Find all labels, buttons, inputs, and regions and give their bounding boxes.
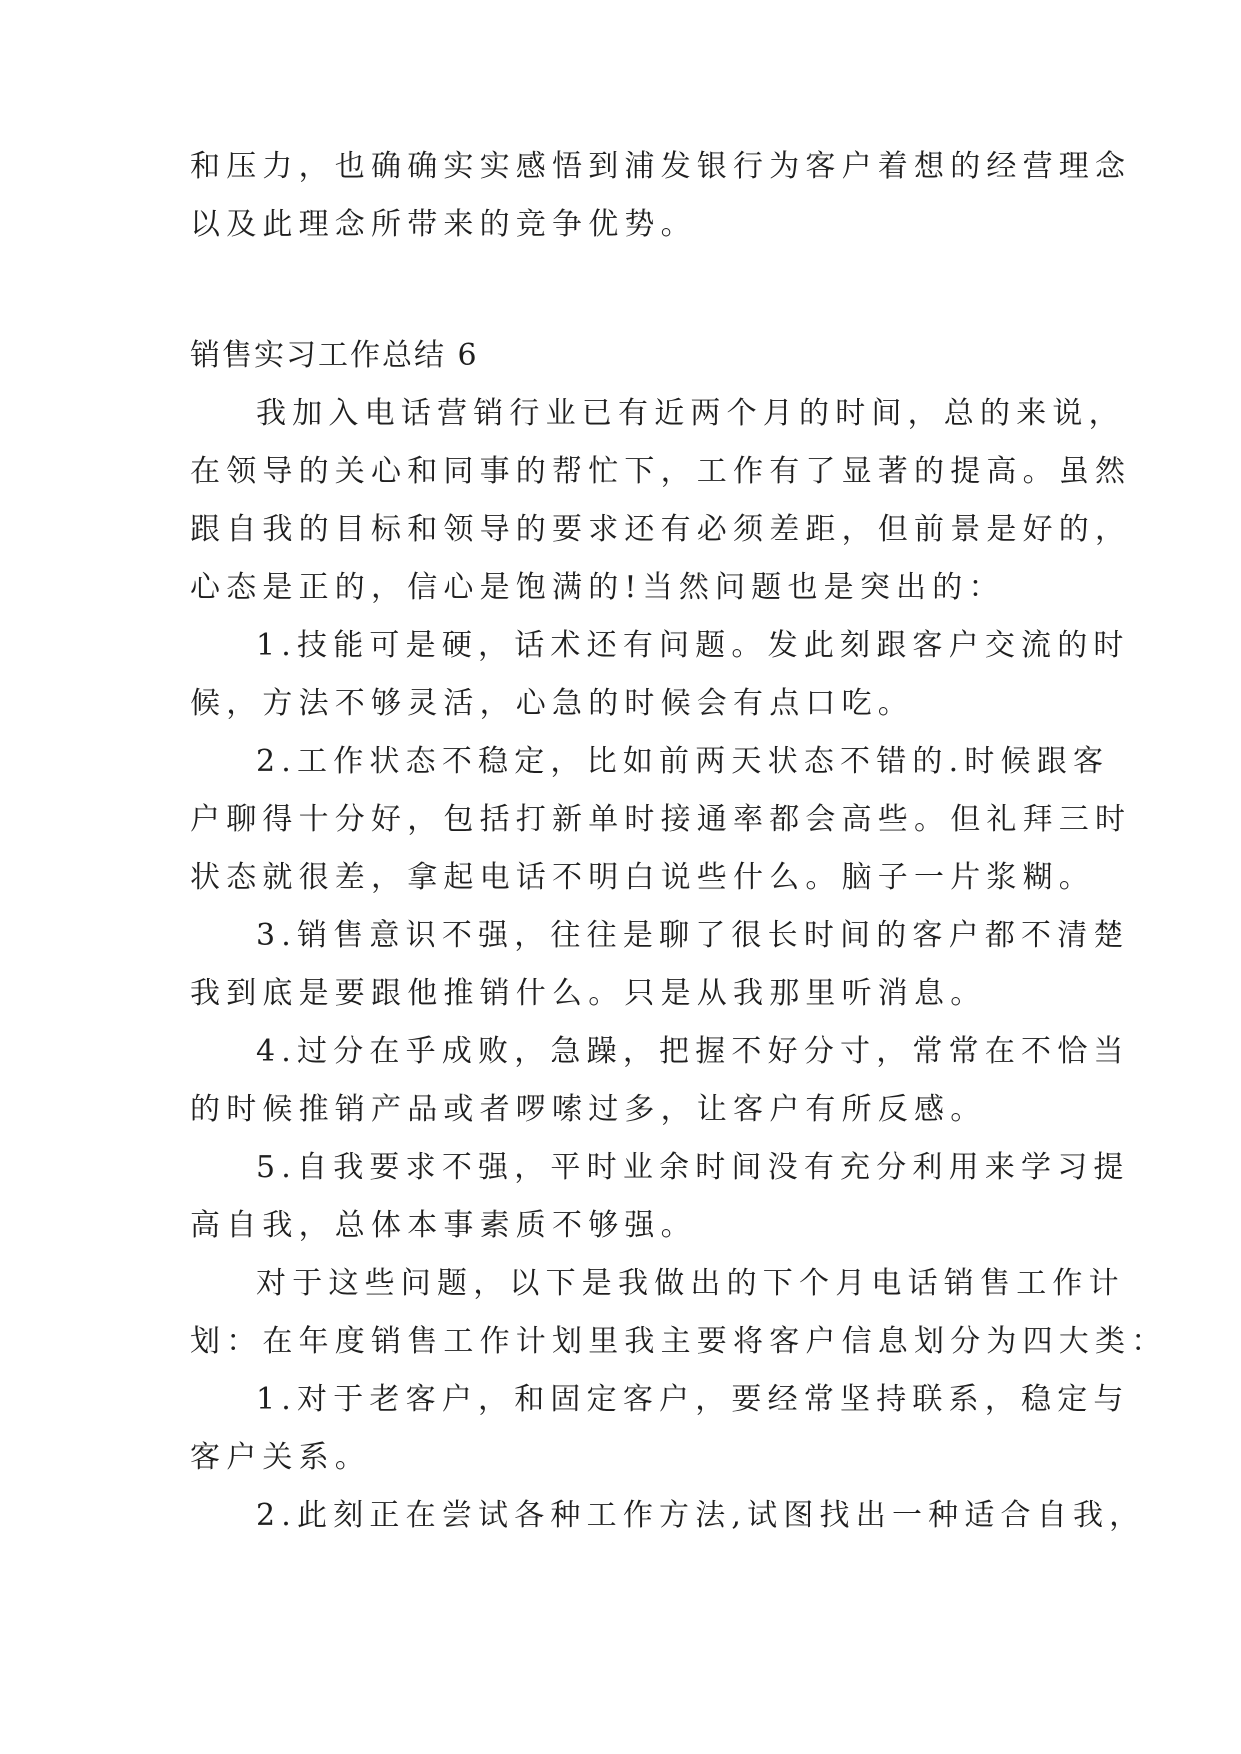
list-item-line: 候，方法不够灵活，心急的时候会有点口吃。 [190, 686, 914, 721]
text-line-2: 以及此理念所带来的竞争优势。 [190, 207, 697, 242]
list-item-line: 的时候推销产品或者啰嗦过多，让客户有所反感。 [190, 1092, 987, 1127]
list-item-line: 1.技能可是硬，话术还有问题。发此刻跟客户交流的时 [256, 628, 1130, 663]
paragraph-line: 在领导的关心和同事的帮忙下，工作有了显著的提高。虽然 [190, 454, 1132, 489]
list-item-line: 高自我，总体本事素质不够强。 [190, 1208, 697, 1243]
paragraph-line: 心态是正的，信心是饱满的!当然问题也是突出的： [190, 570, 1005, 605]
list-item-line: 客户关系。 [190, 1440, 371, 1475]
paragraph-line: 我加入电话营销行业已有近两个月的时间，总的来说， [256, 396, 1125, 431]
list-item-line: 5.自我要求不强，平时业余时间没有充分利用来学习提 [256, 1150, 1130, 1185]
list-item-line: 状态就很差，拿起电话不明白说些什么。脑子一片浆糊。 [190, 860, 1095, 895]
list-item-line: 3.销售意识不强，往往是聊了很长时间的客户都不清楚 [256, 918, 1130, 953]
list-item-line: 2.此刻正在尝试各种工作方法,试图找出一种适合自我， [256, 1498, 1146, 1533]
list-item-line: 户聊得十分好，包括打新单时接通率都会高些。但礼拜三时 [190, 802, 1132, 837]
text-line-1: 和压力，也确确实实感悟到浦发银行为客户着想的经营理念 [190, 149, 1132, 184]
section-heading: 销售实习工作总结 6 [190, 338, 479, 373]
list-item-line: 我到底是要跟他推销什么。只是从我那里听消息。 [190, 976, 987, 1011]
paragraph-line: 对于这些问题，以下是我做出的下个月电话销售工作计 [256, 1266, 1125, 1301]
list-item-line: 1.对于老客户，和固定客户，要经常坚持联系，稳定与 [256, 1382, 1130, 1417]
paragraph-line: 跟自我的目标和领导的要求还有必须差距，但前景是好的， [190, 512, 1132, 547]
list-item-line: 4.过分在乎成败，急躁，把握不好分寸，常常在不恰当 [256, 1034, 1130, 1069]
paragraph-line: 划：在年度销售工作计划里我主要将客户信息划分为四大类： [190, 1324, 1168, 1359]
list-item-line: 2.工作状态不稳定，比如前两天状态不错的.时候跟客 [256, 744, 1110, 779]
